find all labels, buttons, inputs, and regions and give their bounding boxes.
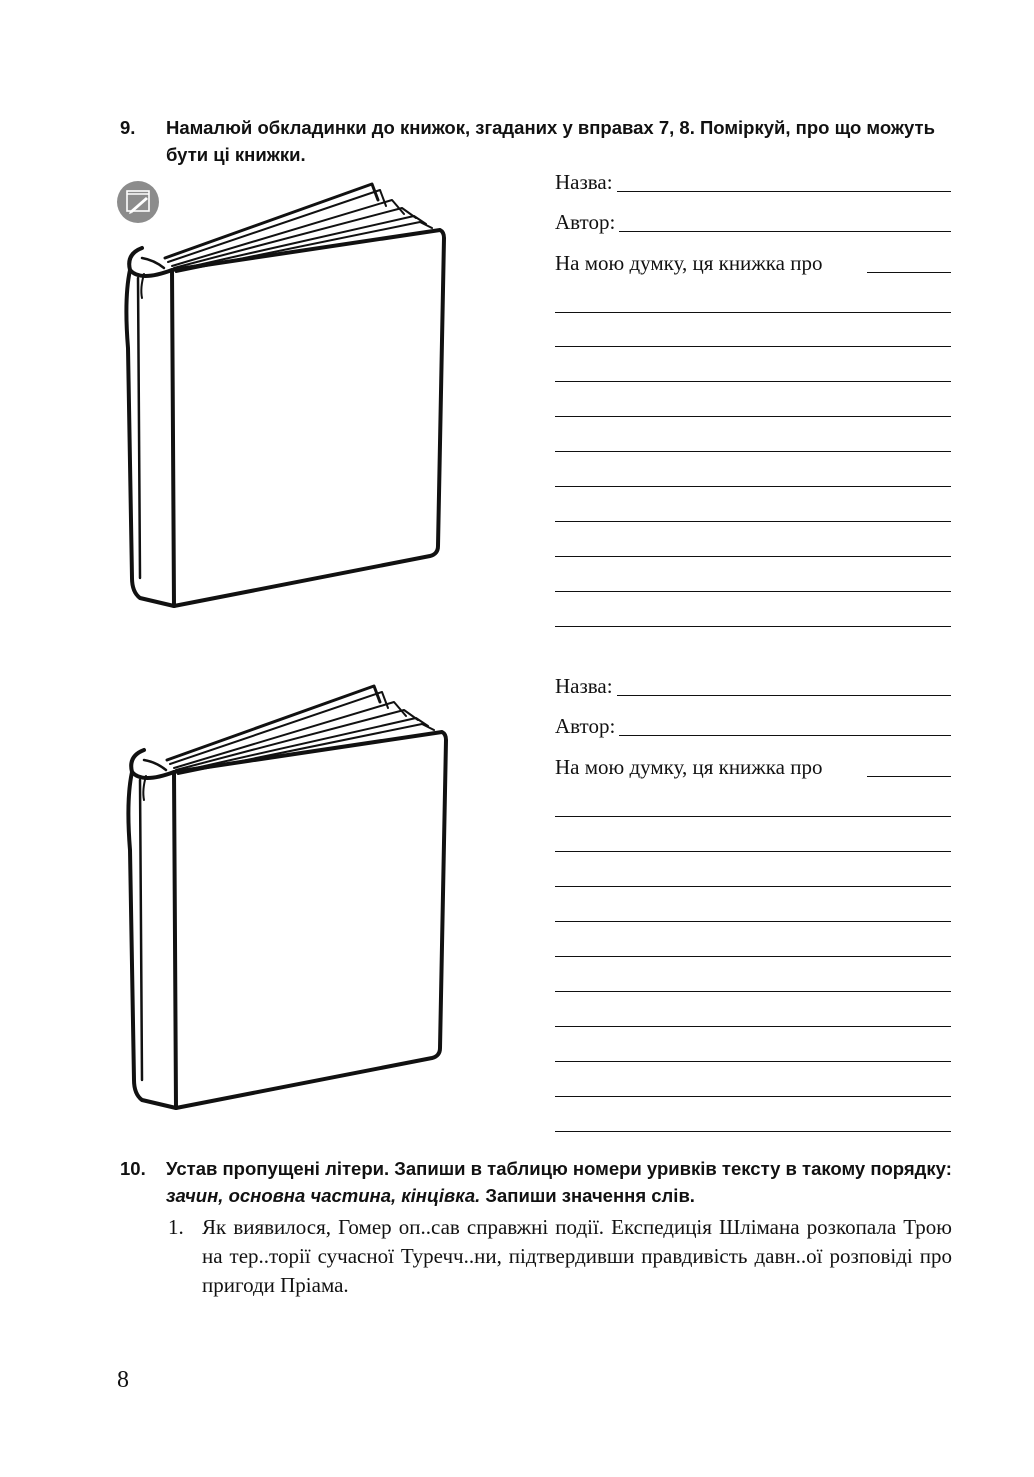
- writing-line[interactable]: [555, 1026, 951, 1027]
- writing-line[interactable]: [555, 991, 951, 992]
- instruction-part2: Запиши значення слів.: [480, 1185, 695, 1206]
- instruction-part1: Устав пропущені літери. Запиши в таблицю номери уривків тексту в такому порядку:: [166, 1158, 952, 1179]
- title-blank[interactable]: [617, 694, 951, 696]
- task-number: 9.: [120, 117, 136, 138]
- task-9-heading: [120, 114, 952, 168]
- excerpt-number: 1.: [168, 1215, 184, 1239]
- author-label: Автор:: [555, 714, 616, 738]
- writing-line[interactable]: [555, 556, 951, 557]
- writing-line[interactable]: [555, 1131, 951, 1132]
- title-label: Назва:: [555, 170, 613, 194]
- author-field[interactable]: [555, 709, 951, 739]
- writing-line[interactable]: [555, 591, 951, 592]
- task-10-heading: [120, 1155, 952, 1209]
- task-number: 10.: [120, 1158, 146, 1179]
- opinion-label: На мою думку, ця книжка про: [555, 251, 823, 275]
- excerpt-text: Як виявилося, Гомер оп..сав справжні події. Експедиція Шлімана розкопала Трою на тер..торії сучасної Туречч..ни, підтвердивши правдивість давн..ої розповіді про пригоди Пріама.: [202, 1215, 952, 1297]
- writing-line[interactable]: [555, 1096, 951, 1097]
- writing-line[interactable]: [555, 851, 951, 852]
- writing-line[interactable]: [555, 521, 951, 522]
- task-instruction: [166, 1155, 952, 1209]
- writing-line[interactable]: [555, 956, 951, 957]
- writing-line[interactable]: [555, 346, 951, 347]
- writing-line[interactable]: [555, 886, 951, 887]
- writing-line[interactable]: [555, 626, 951, 627]
- instruction-italic: зачин, основна частина, кінцівка.: [166, 1185, 481, 1206]
- title-field[interactable]: [555, 669, 951, 699]
- text-excerpt-1: [168, 1213, 952, 1300]
- opinion-blank[interactable]: [867, 271, 951, 273]
- writing-line[interactable]: [555, 451, 951, 452]
- author-label: Автор:: [555, 210, 616, 234]
- opinion-field[interactable]: [555, 246, 951, 276]
- writing-line[interactable]: [555, 312, 951, 313]
- title-field[interactable]: [555, 165, 951, 195]
- writing-line[interactable]: [555, 416, 951, 417]
- book-illustration: [122, 680, 452, 1140]
- title-blank[interactable]: [617, 190, 951, 192]
- writing-line[interactable]: [555, 486, 951, 487]
- writing-line[interactable]: [555, 1061, 951, 1062]
- opinion-blank[interactable]: [867, 775, 951, 777]
- author-field[interactable]: [555, 205, 951, 235]
- writing-line[interactable]: [555, 816, 951, 817]
- opinion-label: На мою думку, ця книжка про: [555, 755, 823, 779]
- title-label: Назва:: [555, 674, 613, 698]
- page-number: 8: [117, 1367, 129, 1393]
- writing-line[interactable]: [555, 381, 951, 382]
- author-blank[interactable]: [619, 230, 951, 232]
- book-illustration: [120, 178, 450, 638]
- opinion-field[interactable]: [555, 750, 951, 780]
- author-blank[interactable]: [619, 734, 951, 736]
- writing-line[interactable]: [555, 921, 951, 922]
- task-instruction: Намалюй обкладинки до книжок, згаданих у вправах 7, 8. Поміркуй, про що можуть бути ці книжки.: [166, 117, 935, 165]
